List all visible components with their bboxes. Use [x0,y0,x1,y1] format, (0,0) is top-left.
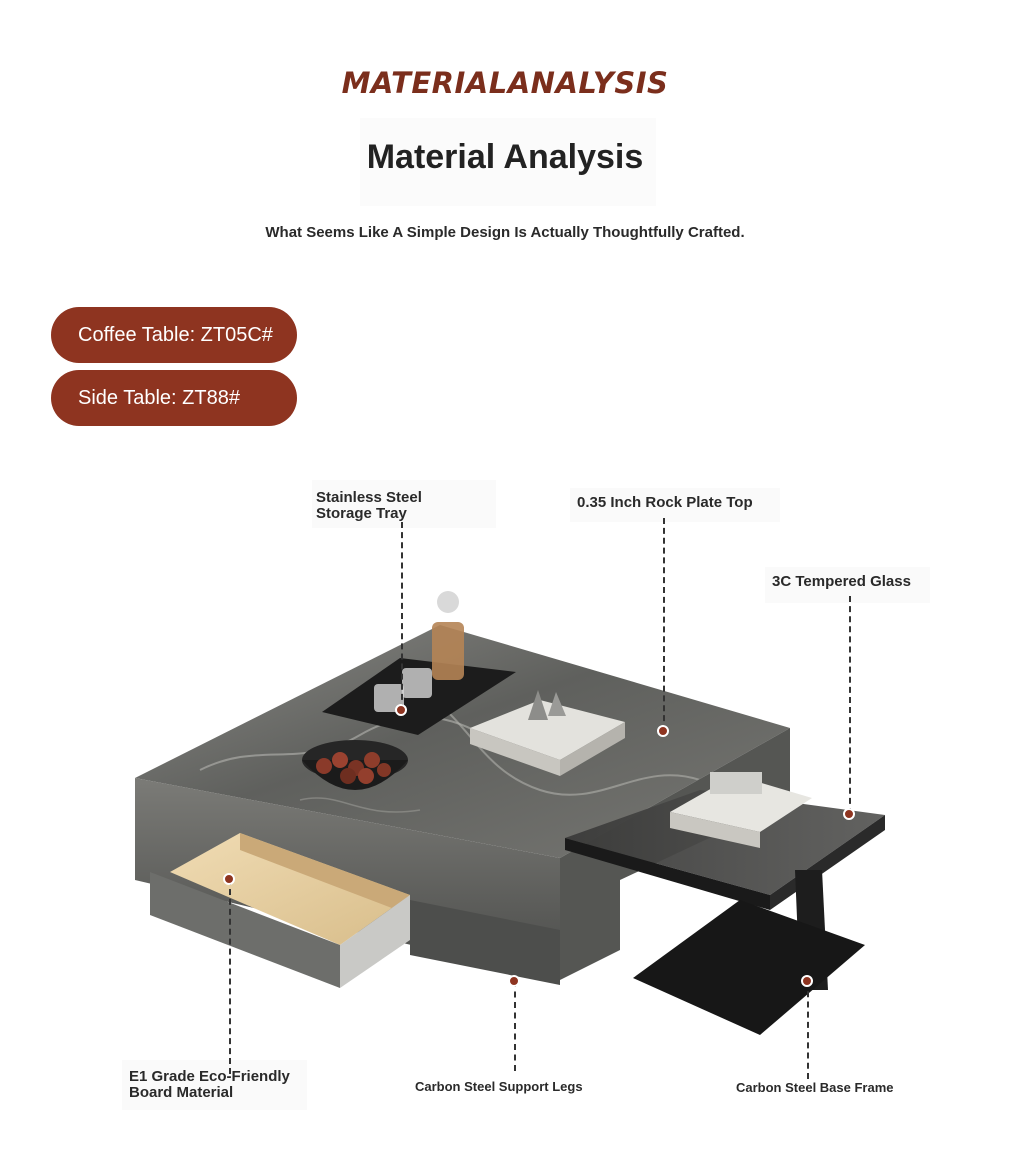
callout-tray [316,490,422,522]
callout-board [129,1069,290,1101]
leader-line-tray [401,522,403,710]
leader-line-glass [849,596,851,814]
decanter-stopper [437,591,459,613]
callout-board-line-1: E1 Grade Eco-Friendly [129,1068,290,1085]
marker-dot-legs [508,975,520,987]
callout-board-line-2: Board Material [129,1084,234,1101]
tumbler-glass [402,668,432,698]
leader-line-board [229,879,231,1074]
marker-dot-board [223,873,235,885]
callout-rock-plate: 0.35 Inch Rock Plate Top [577,494,753,511]
page-title: Material Analysis [366,138,644,176]
page-subtitle: What Seems Like A Simple Design Is Actually Thoughtfully Crafted. [265,224,745,241]
callout-base: Carbon Steel Base Frame [736,1080,894,1095]
decanter [432,622,464,680]
leader-line-legs [514,981,516,1071]
leader-line-base [807,981,809,1079]
fruit [316,758,332,774]
marker-dot-base [801,975,813,987]
callout-glass: 3C Tempered Glass [772,573,911,590]
coffee-table-model-badge: Coffee Table: ZT05C# [51,307,297,363]
callout-tray-line-2: Storage Tray [316,505,407,522]
marker-dot-tray [395,704,407,716]
callout-legs: Carbon Steel Support Legs [415,1079,583,1094]
marker-dot-rock-plate [657,725,669,737]
marker-dot-glass [843,808,855,820]
side-table-model-badge: Side Table: ZT88# [51,370,297,426]
decor-object [710,772,762,794]
leader-line-rock-plate [663,518,665,731]
side-table-base [633,900,865,1035]
callout-tray-line-1: Stainless Steel [316,489,422,506]
section-kicker: MATERIALANALYSIS [341,66,669,100]
